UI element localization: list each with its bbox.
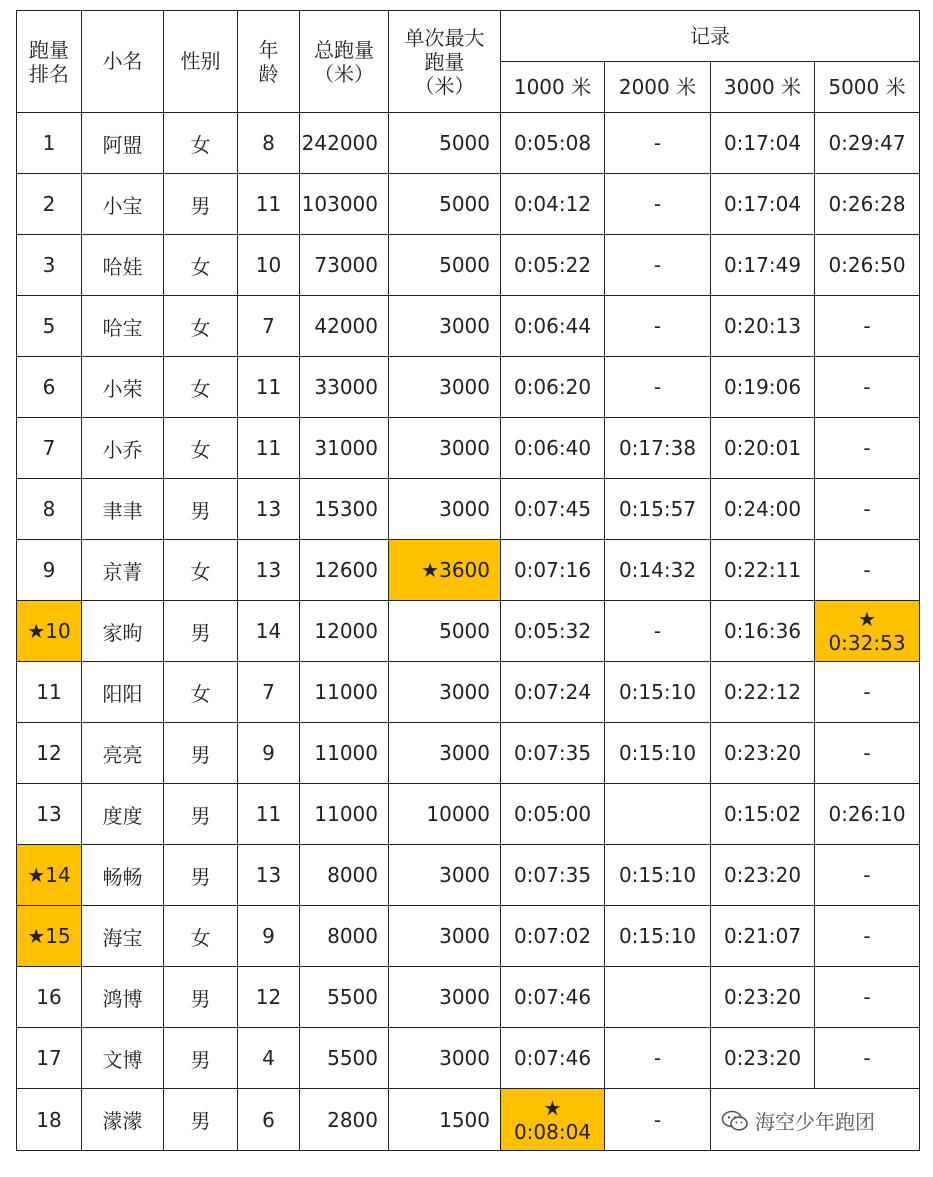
- cell-t1000: 0:07:35: [501, 845, 605, 906]
- cell-rank: 17: [17, 1028, 82, 1089]
- cell-t5000: -: [815, 296, 920, 357]
- header-1000m: 1000 米: [501, 62, 605, 113]
- cell-gender: 男: [164, 784, 238, 845]
- cell-max: 3000: [389, 723, 501, 784]
- cell-total: 12000: [300, 601, 389, 662]
- cell-gender: 男: [164, 967, 238, 1028]
- cell-total: 33000: [300, 357, 389, 418]
- cell-gender: 女: [164, 662, 238, 723]
- cell-t2000: 0:15:10: [605, 662, 711, 723]
- cell-t5000: 0:29:47: [815, 113, 920, 174]
- cell-age: 10: [238, 235, 300, 296]
- cell-max: 3000: [389, 967, 501, 1028]
- cell-max: 10000: [389, 784, 501, 845]
- cell-rank: 11: [17, 662, 82, 723]
- cell-t2000: 0:15:10: [605, 906, 711, 967]
- cell-total: 8000: [300, 845, 389, 906]
- cell-max: 3000: [389, 357, 501, 418]
- cell-name: 亮亮: [82, 723, 164, 784]
- cell-t5000: -: [815, 479, 920, 540]
- cell-max: 3000: [389, 906, 501, 967]
- table-row: [17, 296, 920, 357]
- cell-t1000: 0:07:24: [501, 662, 605, 723]
- cell-t5000: -: [815, 967, 920, 1028]
- cell-name: 小乔: [82, 418, 164, 479]
- cell-name: 哈娃: [82, 235, 164, 296]
- cell-rank: 7: [17, 418, 82, 479]
- cell-t3000: 0:23:20: [711, 845, 815, 906]
- cell-gender: 男: [164, 845, 238, 906]
- table-row: [17, 906, 920, 967]
- cell-t5000: 0:26:10: [815, 784, 920, 845]
- cell-rank: 6: [17, 357, 82, 418]
- cell-t2000: 0:15:57: [605, 479, 711, 540]
- cell-t2000: 0:15:10: [605, 845, 711, 906]
- cell-rank: 1: [17, 113, 82, 174]
- cell-t1000: 0:05:22: [501, 235, 605, 296]
- cell-rank: 2: [17, 174, 82, 235]
- cell-total: 11000: [300, 784, 389, 845]
- cell-total: 11000: [300, 662, 389, 723]
- cell-age: 7: [238, 662, 300, 723]
- cell-total: 2800: [300, 1089, 389, 1151]
- cell-t1000: 0:06:40: [501, 418, 605, 479]
- cell-line: 0:08:04: [513, 1119, 592, 1144]
- cell-total: 5500: [300, 967, 389, 1028]
- cell-t1000: 0:05:08: [501, 113, 605, 174]
- cell-name: 鸿博: [82, 967, 164, 1028]
- cell-age: 13: [238, 479, 300, 540]
- cell-t3000: 0:17:49: [711, 235, 815, 296]
- header-rank-text: 跑量排名: [29, 37, 69, 86]
- cell-rank: 18: [17, 1089, 82, 1151]
- cell-t5000: -: [815, 357, 920, 418]
- header-5000m: 5000 米: [815, 62, 920, 113]
- cell-name: 家昫: [82, 601, 164, 662]
- cell-t3000: 0:20:01: [711, 418, 815, 479]
- header-age-text: 年龄: [258, 37, 279, 86]
- table-row: [17, 418, 920, 479]
- table-row: [17, 113, 920, 174]
- cell-age: 12: [238, 967, 300, 1028]
- cell-age: 8: [238, 113, 300, 174]
- table-row: [17, 1089, 920, 1151]
- table-row: [17, 1028, 920, 1089]
- cell-line: ★: [858, 607, 876, 631]
- cell-total: 8000: [300, 906, 389, 967]
- cell-t5000: -: [815, 1028, 920, 1089]
- cell-name: 濛濛: [82, 1089, 164, 1151]
- header-records: 记录: [501, 11, 920, 62]
- cell-age: 6: [238, 1089, 300, 1151]
- cell-gender: 男: [164, 723, 238, 784]
- cell-t5000: -: [815, 906, 920, 967]
- cell-gender: 男: [164, 479, 238, 540]
- running-records-table: [16, 10, 920, 1151]
- cell-max: 3000: [389, 1028, 501, 1089]
- cell-t3000: 0:16:36: [711, 601, 815, 662]
- header-3000m: 3000 米: [711, 62, 815, 113]
- cell-total: 73000: [300, 235, 389, 296]
- cell-total: 31000: [300, 418, 389, 479]
- cell-gender: 女: [164, 540, 238, 601]
- cell-rank: ★10: [17, 601, 82, 662]
- cell-gender: 女: [164, 296, 238, 357]
- cell-t2000: 0:14:32: [605, 540, 711, 601]
- header-total: [300, 11, 389, 113]
- cell-total: 11000: [300, 723, 389, 784]
- cell-age: 11: [238, 357, 300, 418]
- cell-t5000: -: [815, 723, 920, 784]
- cell-rank: ★15: [17, 906, 82, 967]
- cell-t2000: -: [605, 357, 711, 418]
- cell-max: 5000: [389, 601, 501, 662]
- cell-max: ★3600: [389, 540, 501, 601]
- cell-t1000: 0:05:32: [501, 601, 605, 662]
- table-row: [17, 357, 920, 418]
- cell-max: 3000: [389, 845, 501, 906]
- header-name: 小名: [82, 11, 164, 113]
- cell-rank: 16: [17, 967, 82, 1028]
- cell-name: 小荣: [82, 357, 164, 418]
- cell-t3000: 0:17:04: [711, 113, 815, 174]
- cell-t3000: 0:22:11: [711, 540, 815, 601]
- cell-age: 11: [238, 784, 300, 845]
- cell-t2000: 0:17:38: [605, 418, 711, 479]
- cell-max: 3000: [389, 418, 501, 479]
- cell-t3000: 0:21:07: [711, 906, 815, 967]
- cell-t2000: -: [605, 1028, 711, 1089]
- watermark: [721, 1106, 875, 1135]
- cell-t3000: 0:17:04: [711, 174, 815, 235]
- cell-t2000: -: [605, 601, 711, 662]
- cell-name: 海宝: [82, 906, 164, 967]
- cell-gender: 女: [164, 113, 238, 174]
- cell-name: 畅畅: [82, 845, 164, 906]
- cell-age: 4: [238, 1028, 300, 1089]
- cell-t1000: 0:07:16: [501, 540, 605, 601]
- cell-t1000: 0:07:46: [501, 967, 605, 1028]
- cell-gender: 男: [164, 1089, 238, 1151]
- cell-max: 5000: [389, 174, 501, 235]
- cell-max: 5000: [389, 113, 501, 174]
- cell-total: 15300: [300, 479, 389, 540]
- header-gender: 性别: [164, 11, 238, 113]
- table-row: [17, 784, 920, 845]
- cell-rank: 13: [17, 784, 82, 845]
- cell-line: ★: [543, 1095, 562, 1120]
- cell-rank: 8: [17, 479, 82, 540]
- header-age: [238, 11, 300, 113]
- watermark-text: 海空少年跑团: [755, 1110, 875, 1134]
- cell-age: 13: [238, 540, 300, 601]
- cell-rank: 3: [17, 235, 82, 296]
- cell-name: 阿盟: [82, 113, 164, 174]
- table-row: [17, 174, 920, 235]
- cell-name: 文博: [82, 1028, 164, 1089]
- table-row: [17, 662, 920, 723]
- cell-t2000: [605, 967, 711, 1028]
- cell-age: 9: [238, 723, 300, 784]
- cell-t2000: -: [605, 174, 711, 235]
- cell-t3000: 0:23:20: [711, 967, 815, 1028]
- header-total-text: 总跑量（米）: [314, 37, 374, 86]
- cell-total: 103000: [300, 174, 389, 235]
- cell-name: 哈宝: [82, 296, 164, 357]
- cell-max: 3000: [389, 296, 501, 357]
- cell-rank: 12: [17, 723, 82, 784]
- cell-t3000: 0:15:02: [711, 784, 815, 845]
- cell-gender: 男: [164, 174, 238, 235]
- cell-gender: 男: [164, 1028, 238, 1089]
- table-row: [17, 540, 920, 601]
- cell-t5000: 0:26:28: [815, 174, 920, 235]
- cell-t3000: 0:24:00: [711, 479, 815, 540]
- table-row: [17, 845, 920, 906]
- cell-age: 9: [238, 906, 300, 967]
- cell-age: 11: [238, 418, 300, 479]
- cell-age: 13: [238, 845, 300, 906]
- cell-t3000: 0:20:13: [711, 296, 815, 357]
- cell-max: 3000: [389, 479, 501, 540]
- cell-name: 京菁: [82, 540, 164, 601]
- cell-t2000: -: [605, 1089, 711, 1151]
- cell-rank: 9: [17, 540, 82, 601]
- header-2000m: 2000 米: [605, 62, 711, 113]
- cell-t1000: 0:04:12: [501, 174, 605, 235]
- cell-total: 5500: [300, 1028, 389, 1089]
- cell-max: 5000: [389, 235, 501, 296]
- table-row: [17, 723, 920, 784]
- cell-t2000: -: [605, 113, 711, 174]
- cell-t1000: 0:06:44: [501, 296, 605, 357]
- cell-t1000: [501, 1089, 605, 1151]
- cell-t3000: [711, 1089, 920, 1151]
- cell-t2000: 0:15:10: [605, 723, 711, 784]
- cell-t3000: 0:19:06: [711, 357, 815, 418]
- cell-max: 1500: [389, 1089, 501, 1151]
- table-row: [17, 479, 920, 540]
- cell-gender: 男: [164, 601, 238, 662]
- cell-total: 42000: [300, 296, 389, 357]
- cell-t5000: -: [815, 845, 920, 906]
- cell-t5000: [815, 601, 920, 662]
- table-header: [17, 11, 920, 113]
- table-row: [17, 601, 920, 662]
- cell-t5000: 0:26:50: [815, 235, 920, 296]
- table-row: [17, 967, 920, 1028]
- cell-t2000: [605, 784, 711, 845]
- header-max-text: 单次最大跑量（米）: [404, 25, 485, 98]
- cell-t1000: 0:07:35: [501, 723, 605, 784]
- cell-gender: 女: [164, 235, 238, 296]
- cell-t5000: -: [815, 662, 920, 723]
- cell-t2000: -: [605, 296, 711, 357]
- header-rank: [17, 11, 82, 113]
- header-max-single: [389, 11, 501, 113]
- cell-t1000: 0:05:00: [501, 784, 605, 845]
- cell-max: 3000: [389, 662, 501, 723]
- cell-t3000: 0:23:20: [711, 1028, 815, 1089]
- cell-total: 242000: [300, 113, 389, 174]
- cell-gender: 女: [164, 357, 238, 418]
- cell-t3000: 0:23:20: [711, 723, 815, 784]
- cell-t5000: -: [815, 418, 920, 479]
- cell-t1000: 0:07:46: [501, 1028, 605, 1089]
- cell-name: 聿聿: [82, 479, 164, 540]
- table-body: [17, 113, 920, 1151]
- cell-t5000: -: [815, 540, 920, 601]
- cell-t3000: 0:22:12: [711, 662, 815, 723]
- cell-t2000: -: [605, 235, 711, 296]
- cell-age: 7: [238, 296, 300, 357]
- cell-t1000: 0:07:45: [501, 479, 605, 540]
- cell-rank: 5: [17, 296, 82, 357]
- table-row: [17, 235, 920, 296]
- cell-rank: ★14: [17, 845, 82, 906]
- cell-t1000: 0:06:20: [501, 357, 605, 418]
- cell-gender: 女: [164, 906, 238, 967]
- cell-t1000: 0:07:02: [501, 906, 605, 967]
- cell-line: 0:32:53: [828, 631, 906, 655]
- wechat-icon: [721, 1110, 749, 1132]
- cell-age: 14: [238, 601, 300, 662]
- cell-name: 小宝: [82, 174, 164, 235]
- cell-gender: 女: [164, 418, 238, 479]
- cell-name: 度度: [82, 784, 164, 845]
- cell-total: 12600: [300, 540, 389, 601]
- cell-name: 阳阳: [82, 662, 164, 723]
- cell-age: 11: [238, 174, 300, 235]
